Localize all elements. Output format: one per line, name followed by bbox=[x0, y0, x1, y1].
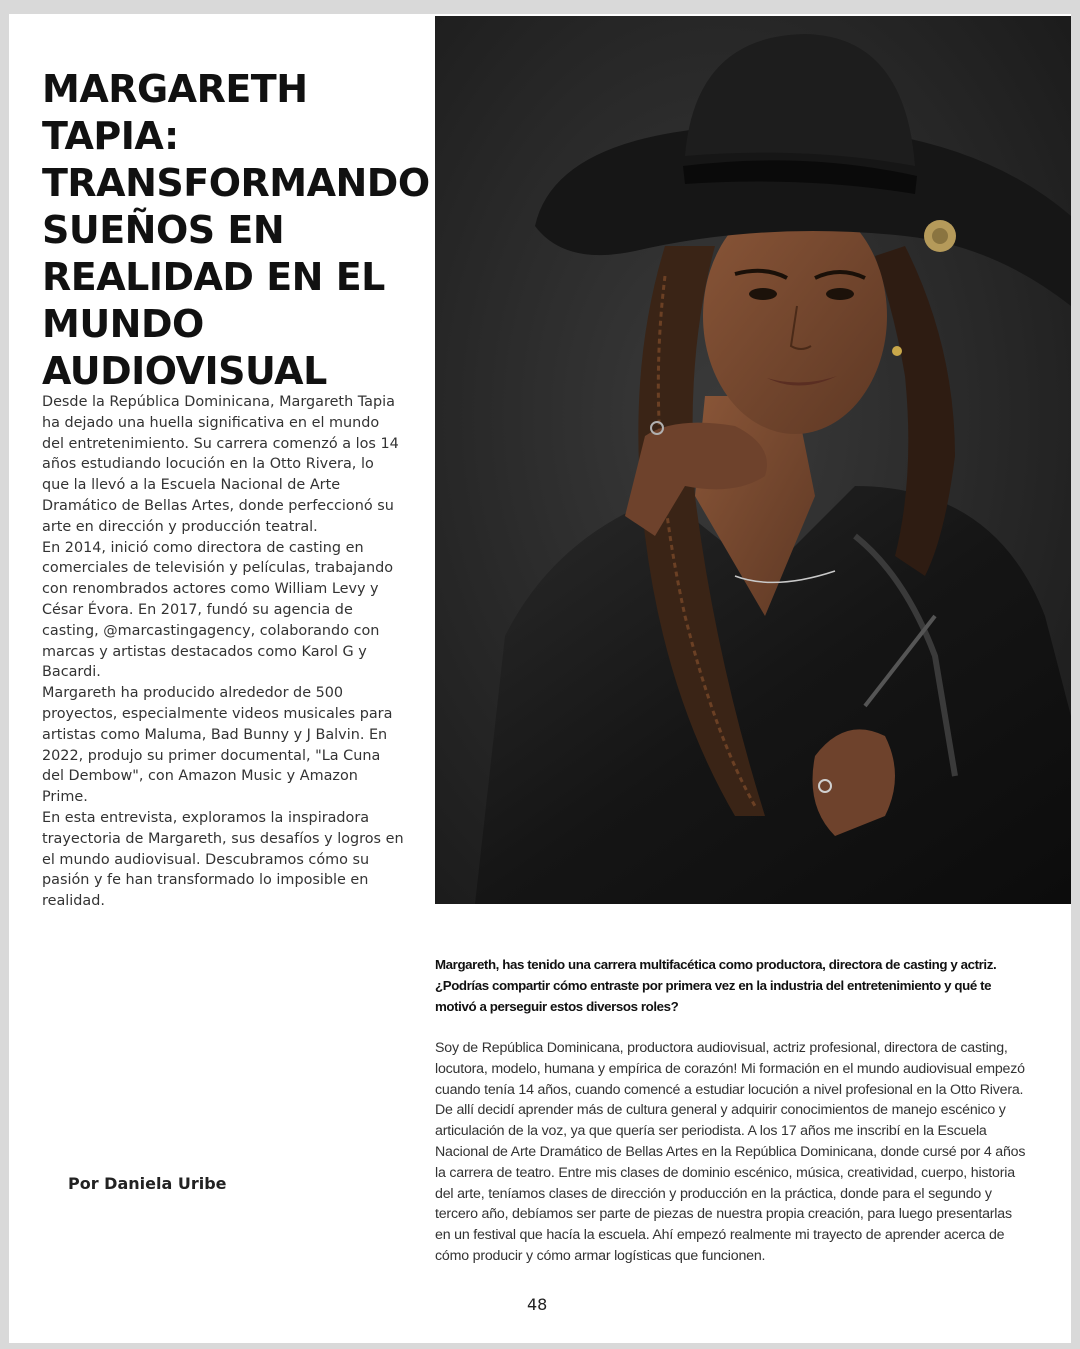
headline-line: MUNDO bbox=[42, 302, 204, 346]
intro-paragraph: En 2014, inició como directora de casting en comerciales de televisión y películas, trabajando con renombrados actores como William Levy y César Évora. En 2017, fundó su agencia de casting, @marcastingagency, colaborando con marcas y artistas destacados como Karol G y Bacardi. bbox=[42, 539, 394, 681]
interview-answer: Soy de República Dominicana, productora audiovisual, actriz profesional, directora de casting, locutora, modelo, humana y empírica de corazón! Mi formación en el mundo audiovisual empezó cuando tenía 14 años, cuando comencé a estudiar locución a nivel profesional en la Otto Rivera. De allí decidí aprender más de cultura general y adquirir conocimientos de manejo escénico y articulación de la voz, ya que quería ser periodista. A los 17 años me inscribí en la Escuela Nacional de Arte Dramático de Bellas Artes en la República Dominicana, donde cursé por 4 años la carrera de teatro. Entre mis clases de dominio escénico, música, creatividad, cuerpo, historia del arte, teníamos clases de dirección y producción en la práctica, donde para el segundo y tercero año, debíamos ser parte de piezas de nuestra propia creación, para luego presentarlas en un festival que hacía la escuela. Ahí empezó realmente mi trayecto de aprender acerca de cómo producir y cómo armar logísticas que funcionen. bbox=[435, 1040, 1026, 1264]
intro-paragraph: Desde la República Dominicana, Margareth Tapia ha dejado una huella significativa en el mundo del entretenimiento. Su carrera comenzó a los 14 años estudiando locución en la Otto Rivera, lo que la llevó a la Escuela Nacional de Arte Dramático de Bellas Artes, donde perfeccionó su arte en dirección y producción teatral. bbox=[42, 394, 399, 535]
headline-line: TRANSFORMANDO bbox=[42, 161, 430, 205]
interview-question: Margareth, has tenido una carrera multifacética como productora, directora de casting y actriz. ¿Podrías compartir cómo entraste por primera vez en la industria del entretenimiento y qué te motivó a perseguir estos diversos roles? bbox=[435, 957, 997, 1014]
headline-line: MARGARETH TAPIA: bbox=[42, 67, 308, 158]
headline-line: SUEÑOS EN bbox=[42, 208, 285, 252]
magazine-page bbox=[9, 14, 1071, 1343]
article-headline bbox=[42, 66, 442, 395]
portrait-photo bbox=[435, 16, 1071, 904]
portrait-illustration bbox=[435, 16, 1071, 904]
headline-line: AUDIOVISUAL bbox=[42, 349, 327, 393]
page-number: 48 bbox=[527, 1295, 548, 1314]
intro-text bbox=[42, 392, 404, 912]
headline-line: REALIDAD EN EL bbox=[42, 255, 385, 299]
byline: Por Daniela Uribe bbox=[68, 1174, 227, 1193]
intro-paragraph: En esta entrevista, exploramos la inspiradora trayectoria de Margareth, sus desafíos y logros en el mundo audiovisual. Descubramos cómo su pasión y fe han transformado lo imposible en realidad. bbox=[42, 809, 404, 910]
intro-paragraph: Margareth ha producido alrededor de 500 proyectos, especialmente videos musicales para artistas como Maluma, Bad Bunny y J Balvin. En 2022, produjo su primer documental, "La Cuna del Dembow", con Amazon Music y Amazon Prime. bbox=[42, 685, 393, 806]
